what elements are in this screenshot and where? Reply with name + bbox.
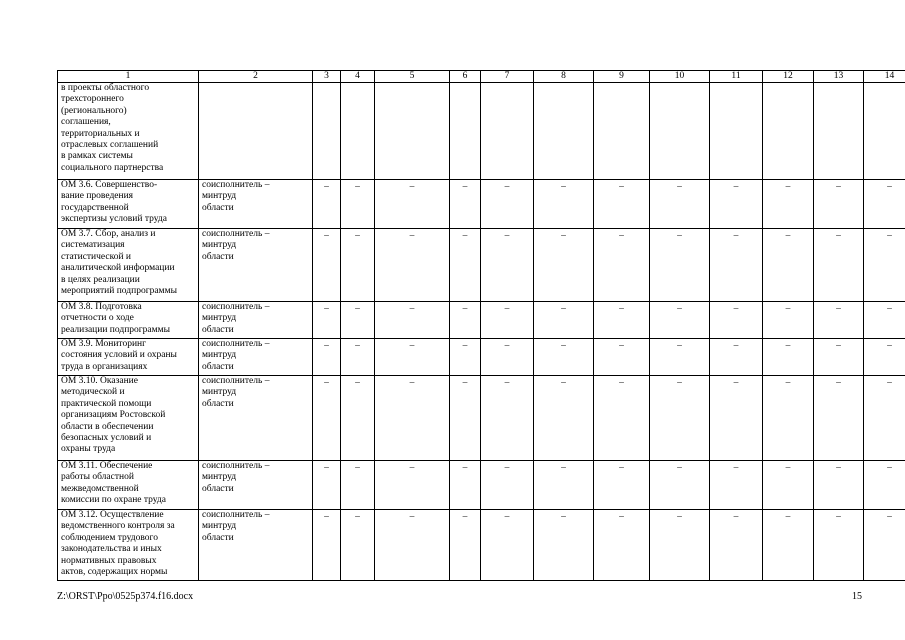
executor-cell: соисполнитель – минтруд области [199, 461, 313, 510]
value-cell: – [763, 180, 814, 229]
value-cell: – [864, 339, 905, 376]
value-cell: – [341, 510, 375, 581]
value-cell: – [650, 302, 710, 339]
value-cell: – [313, 180, 341, 229]
value-cell: – [375, 180, 450, 229]
executor-cell: соисполнитель – минтруд области [199, 510, 313, 581]
value-cell [710, 83, 763, 180]
value-cell: – [341, 376, 375, 461]
column-header: 12 [763, 71, 814, 83]
value-cell: – [864, 376, 905, 461]
value-cell: – [710, 229, 763, 302]
table-row [58, 510, 905, 581]
value-cell: – [534, 510, 594, 581]
value-cell: – [481, 339, 534, 376]
value-cell: – [864, 229, 905, 302]
value-cell: – [534, 461, 594, 510]
value-cell: – [313, 302, 341, 339]
value-cell: – [594, 229, 650, 302]
value-cell: – [864, 180, 905, 229]
value-cell [450, 83, 481, 180]
column-header: 2 [199, 71, 313, 83]
value-cell: – [763, 510, 814, 581]
value-cell [341, 83, 375, 180]
value-cell: – [481, 376, 534, 461]
value-cell [864, 83, 905, 180]
value-cell: – [710, 461, 763, 510]
value-cell: – [814, 461, 864, 510]
value-cell [375, 83, 450, 180]
value-cell: – [450, 510, 481, 581]
value-cell: – [710, 376, 763, 461]
table-row [58, 229, 905, 302]
value-cell [481, 83, 534, 180]
value-cell: – [341, 461, 375, 510]
value-cell: – [763, 461, 814, 510]
value-cell: – [594, 510, 650, 581]
value-cell: – [481, 180, 534, 229]
measure-name-cell: в проекты областного трехстороннего (регионального) соглашения, территориальных и отраслевых соглашений в рамках системы социального партнерства [58, 83, 199, 180]
table-row [58, 376, 905, 461]
value-cell: – [341, 180, 375, 229]
measure-name-cell: ОМ 3.10. Оказание методической и практической помощи организациям Ростовской области в обеспечении безопасных условий и охраны труда [58, 376, 199, 461]
header-row [58, 71, 905, 83]
value-cell [534, 83, 594, 180]
column-header: 9 [594, 71, 650, 83]
value-cell: – [814, 376, 864, 461]
value-cell: – [650, 180, 710, 229]
file-path: Z:\ORST\Ppo\0525p374.f16.docx [57, 591, 194, 602]
value-cell: – [763, 229, 814, 302]
column-header: 1 [58, 71, 199, 83]
value-cell: – [450, 302, 481, 339]
measure-name-cell: ОМ 3.6. Совершенство- вание проведения государственной экспертизы условий труда [58, 180, 199, 229]
value-cell: – [534, 339, 594, 376]
value-cell: – [534, 376, 594, 461]
value-cell: – [650, 376, 710, 461]
value-cell: – [481, 229, 534, 302]
value-cell: – [481, 510, 534, 581]
value-cell: – [650, 510, 710, 581]
value-cell: – [814, 339, 864, 376]
value-cell: – [594, 461, 650, 510]
value-cell: – [650, 339, 710, 376]
column-header: 11 [710, 71, 763, 83]
value-cell: – [814, 302, 864, 339]
value-cell: – [710, 339, 763, 376]
table-row [58, 302, 905, 339]
program-table [57, 70, 905, 581]
value-cell: – [710, 180, 763, 229]
value-cell: – [864, 461, 905, 510]
value-cell: – [763, 302, 814, 339]
value-cell: – [594, 180, 650, 229]
value-cell: – [534, 180, 594, 229]
value-cell: – [710, 302, 763, 339]
value-cell: – [375, 229, 450, 302]
measure-name-cell: ОМ 3.8. Подготовка отчетности о ходе реализации подпрограммы [58, 302, 199, 339]
column-header: 5 [375, 71, 450, 83]
value-cell: – [763, 339, 814, 376]
column-header: 3 [313, 71, 341, 83]
value-cell: – [341, 302, 375, 339]
column-header: 14 [864, 71, 905, 83]
value-cell: – [534, 302, 594, 339]
column-header: 4 [341, 71, 375, 83]
page-number: 15 [852, 591, 862, 602]
column-header: 13 [814, 71, 864, 83]
value-cell: – [313, 461, 341, 510]
value-cell: – [763, 376, 814, 461]
value-cell: – [375, 461, 450, 510]
value-cell: – [864, 302, 905, 339]
value-cell: – [375, 510, 450, 581]
value-cell: – [375, 376, 450, 461]
column-header: 8 [534, 71, 594, 83]
measure-name-cell: ОМ 3.9. Мониторинг состояния условий и охраны труда в организациях [58, 339, 199, 376]
value-cell [594, 83, 650, 180]
executor-cell: соисполнитель – минтруд области [199, 229, 313, 302]
value-cell: – [313, 339, 341, 376]
table-row [58, 83, 905, 180]
value-cell: – [594, 339, 650, 376]
value-cell [650, 83, 710, 180]
value-cell: – [450, 180, 481, 229]
value-cell: – [864, 510, 905, 581]
executor-cell: соисполнитель – минтруд области [199, 180, 313, 229]
measure-name-cell: ОМ 3.11. Обеспечение работы областной межведомственной комиссии по охране труда [58, 461, 199, 510]
column-header: 7 [481, 71, 534, 83]
table-row [58, 180, 905, 229]
value-cell: – [375, 339, 450, 376]
measure-name-cell: ОМ 3.7. Сбор, анализ и систематизация статистической и аналитической информации в целях реализации мероприятий подпрограммы [58, 229, 199, 302]
value-cell: – [450, 376, 481, 461]
column-header: 6 [450, 71, 481, 83]
table-row [58, 461, 905, 510]
value-cell: – [481, 302, 534, 339]
table-row [58, 339, 905, 376]
value-cell [763, 83, 814, 180]
executor-cell: соисполнитель – минтруд области [199, 339, 313, 376]
value-cell: – [594, 302, 650, 339]
value-cell: – [450, 339, 481, 376]
value-cell: – [450, 461, 481, 510]
value-cell: – [650, 461, 710, 510]
value-cell: – [450, 229, 481, 302]
value-cell: – [594, 376, 650, 461]
value-cell: – [710, 510, 763, 581]
executor-cell [199, 83, 313, 180]
value-cell: – [814, 510, 864, 581]
value-cell: – [341, 229, 375, 302]
executor-cell: соисполнитель – минтруд области [199, 302, 313, 339]
executor-cell: соисполнитель – минтруд области [199, 376, 313, 461]
value-cell: – [814, 229, 864, 302]
value-cell: – [313, 229, 341, 302]
value-cell [313, 83, 341, 180]
value-cell: – [650, 229, 710, 302]
column-header: 10 [650, 71, 710, 83]
value-cell [814, 83, 864, 180]
value-cell: – [341, 339, 375, 376]
measure-name-cell: ОМ 3.12. Осуществление ведомственного контроля за соблюдением трудового законодательства и иных нормативных правовых актов, содержащих нормы [58, 510, 199, 581]
value-cell: – [814, 180, 864, 229]
value-cell: – [375, 302, 450, 339]
value-cell: – [534, 229, 594, 302]
value-cell: – [313, 510, 341, 581]
value-cell: – [481, 461, 534, 510]
value-cell: – [313, 376, 341, 461]
